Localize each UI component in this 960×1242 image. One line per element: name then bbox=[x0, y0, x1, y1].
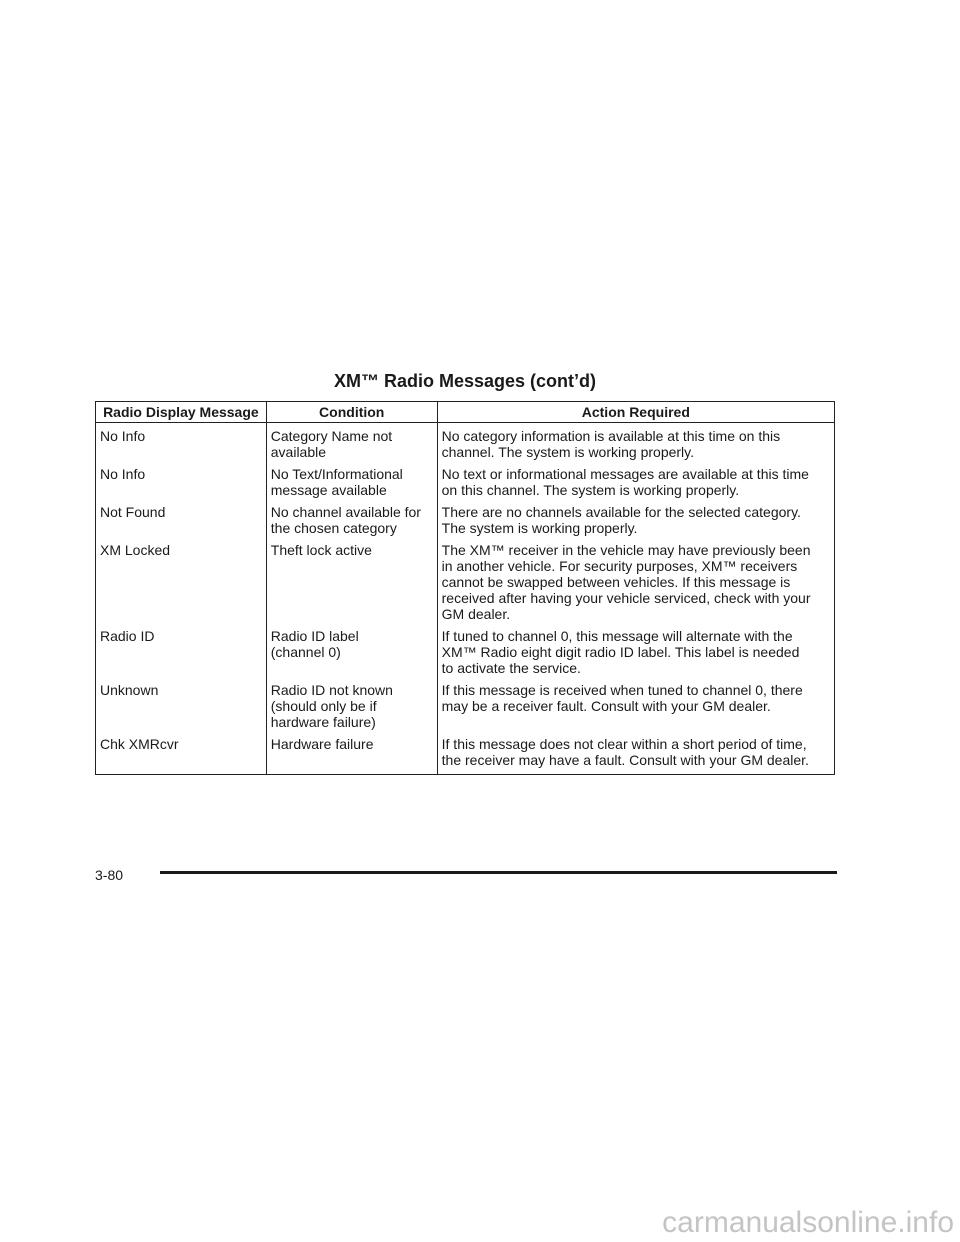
cell-condition: No channel available for the chosen category bbox=[266, 504, 437, 542]
cell-radio-display-message: Not Found bbox=[96, 504, 267, 542]
cell-radio-display-message: Chk XMRcvr bbox=[96, 736, 267, 775]
footer-rule bbox=[160, 871, 837, 874]
table-header-row bbox=[96, 402, 835, 423]
table-row bbox=[96, 628, 835, 682]
table-row bbox=[96, 542, 835, 628]
watermark: carmanualsonline.info bbox=[662, 1206, 954, 1239]
cell-condition: No Text/Informational message available bbox=[266, 466, 437, 504]
cell-action-required: No category information is available at this time on this channel. The system is working properly. bbox=[437, 423, 834, 467]
cell-action-required: No text or informational messages are available at this time on this channel. The system is working properly. bbox=[437, 466, 834, 504]
table-row bbox=[96, 504, 835, 542]
cell-condition: Radio ID label (channel 0) bbox=[266, 628, 437, 682]
radio-messages-table bbox=[95, 401, 835, 775]
table-row bbox=[96, 423, 835, 467]
cell-action-required: If tuned to channel 0, this message will alternate with the XM™ Radio eight digit radio ID label. This label is needed to activate the service. bbox=[437, 628, 834, 682]
table-row bbox=[96, 736, 835, 775]
cell-radio-display-message: No Info bbox=[96, 423, 267, 467]
page-number: 3-80 bbox=[95, 867, 124, 883]
cell-action-required: If this message does not clear within a short period of time, the receiver may have a fault. Consult with your GM dealer. bbox=[437, 736, 834, 775]
cell-action-required: If this message is received when tuned to channel 0, there may be a receiver fault. Consult with your GM dealer. bbox=[437, 682, 834, 736]
header-action-required: Action Required bbox=[437, 402, 834, 423]
cell-condition: Theft lock active bbox=[266, 542, 437, 628]
table-title: XM™ Radio Messages (cont’d) bbox=[333, 371, 597, 391]
cell-radio-display-message: Unknown bbox=[96, 682, 267, 736]
cell-condition: Radio ID not known (should only be if hardware failure) bbox=[266, 682, 437, 736]
cell-action-required: The XM™ receiver in the vehicle may have previously been in another vehicle. For security purposes, XM™ receivers cannot be swapped between vehicles. If this message is received after having your vehicle serviced, check with your GM dealer. bbox=[437, 542, 834, 628]
cell-action-required: There are no channels available for the selected category. The system is working properly. bbox=[437, 504, 834, 542]
cell-radio-display-message: Radio ID bbox=[96, 628, 267, 682]
table-row bbox=[96, 682, 835, 736]
cell-condition: Hardware failure bbox=[266, 736, 437, 775]
cell-radio-display-message: XM Locked bbox=[96, 542, 267, 628]
cell-condition: Category Name not available bbox=[266, 423, 437, 467]
table-row bbox=[96, 466, 835, 504]
cell-radio-display-message: No Info bbox=[96, 466, 267, 504]
header-radio-display-message: Radio Display Message bbox=[96, 402, 267, 423]
header-condition: Condition bbox=[266, 402, 437, 423]
